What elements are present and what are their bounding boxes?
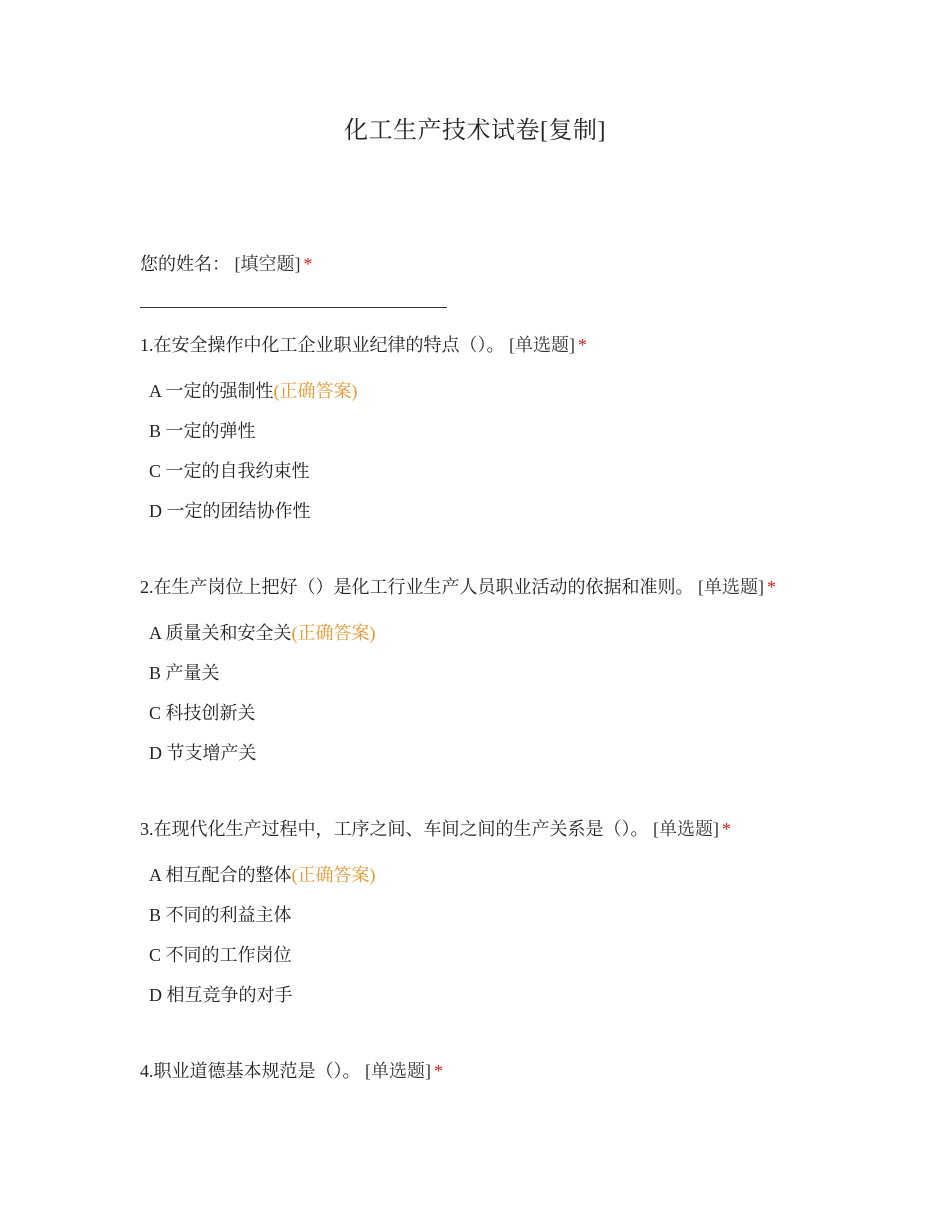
option-label: B 产量关: [149, 663, 220, 683]
question-1: [140, 333, 860, 357]
option-label: D 节支增产关: [149, 743, 257, 763]
name-question: [140, 252, 860, 276]
question-3-option-a[interactable]: [149, 863, 376, 887]
required-marker: *: [722, 819, 731, 839]
question-3-option-d[interactable]: [149, 983, 293, 1007]
option-label: A 相互配合的整体: [149, 865, 292, 885]
correct-answer-tag: (正确答案): [273, 381, 358, 401]
correct-answer-tag: (正确答案): [291, 623, 376, 643]
option-label: B 不同的利益主体: [149, 905, 292, 925]
question-2-option-b[interactable]: [149, 661, 220, 685]
option-label: C 不同的工作岗位: [149, 945, 292, 965]
required-marker: *: [434, 1061, 443, 1081]
question-2-text: 2.在生产岗位上把好（）是化工行业生产人员职业活动的依据和准则。: [140, 577, 694, 597]
question-1-option-c[interactable]: [149, 459, 310, 483]
question-4: [140, 1059, 860, 1083]
option-label: D 相互竞争的对手: [149, 985, 293, 1005]
name-question-label: 您的姓名：: [140, 254, 230, 274]
question-type: [单选题]: [365, 1061, 431, 1081]
name-input-line[interactable]: [140, 307, 447, 308]
question-1-option-d[interactable]: [149, 499, 311, 523]
question-2: [140, 575, 860, 599]
question-type: [单选题]: [698, 577, 764, 597]
required-marker: *: [578, 335, 587, 355]
option-label: C 一定的自我约束性: [149, 461, 310, 481]
question-4-text: 4.职业道德基本规范是（）。: [140, 1061, 361, 1081]
question-2-option-d[interactable]: [149, 741, 257, 765]
question-3-text: 3.在现代化生产过程中，工序之间、车间之间的生产关系是（）。: [140, 819, 649, 839]
option-label: C 科技创新关: [149, 703, 256, 723]
question-type: [填空题]: [234, 254, 301, 274]
question-1-option-a[interactable]: [149, 379, 358, 403]
question-2-option-c[interactable]: [149, 701, 256, 725]
question-3-option-b[interactable]: [149, 903, 292, 927]
option-label: A 一定的强制性: [149, 381, 274, 401]
option-label: D 一定的团结协作性: [149, 501, 311, 521]
correct-answer-tag: (正确答案): [291, 865, 376, 885]
question-1-option-b[interactable]: [149, 419, 256, 443]
option-label: A 质量关和安全关: [149, 623, 292, 643]
question-3-option-c[interactable]: [149, 943, 292, 967]
page-title: 化工生产技术试卷[复制]: [344, 118, 606, 144]
question-3: [140, 817, 860, 841]
option-label: B 一定的弹性: [149, 421, 256, 441]
question-1-text: 1.在安全操作中化工企业职业纪律的特点（）。: [140, 335, 505, 355]
question-2-option-a[interactable]: [149, 621, 376, 645]
question-type: [单选题]: [509, 335, 575, 355]
required-marker: *: [303, 254, 313, 274]
question-type: [单选题]: [653, 819, 719, 839]
required-marker: *: [767, 577, 776, 597]
